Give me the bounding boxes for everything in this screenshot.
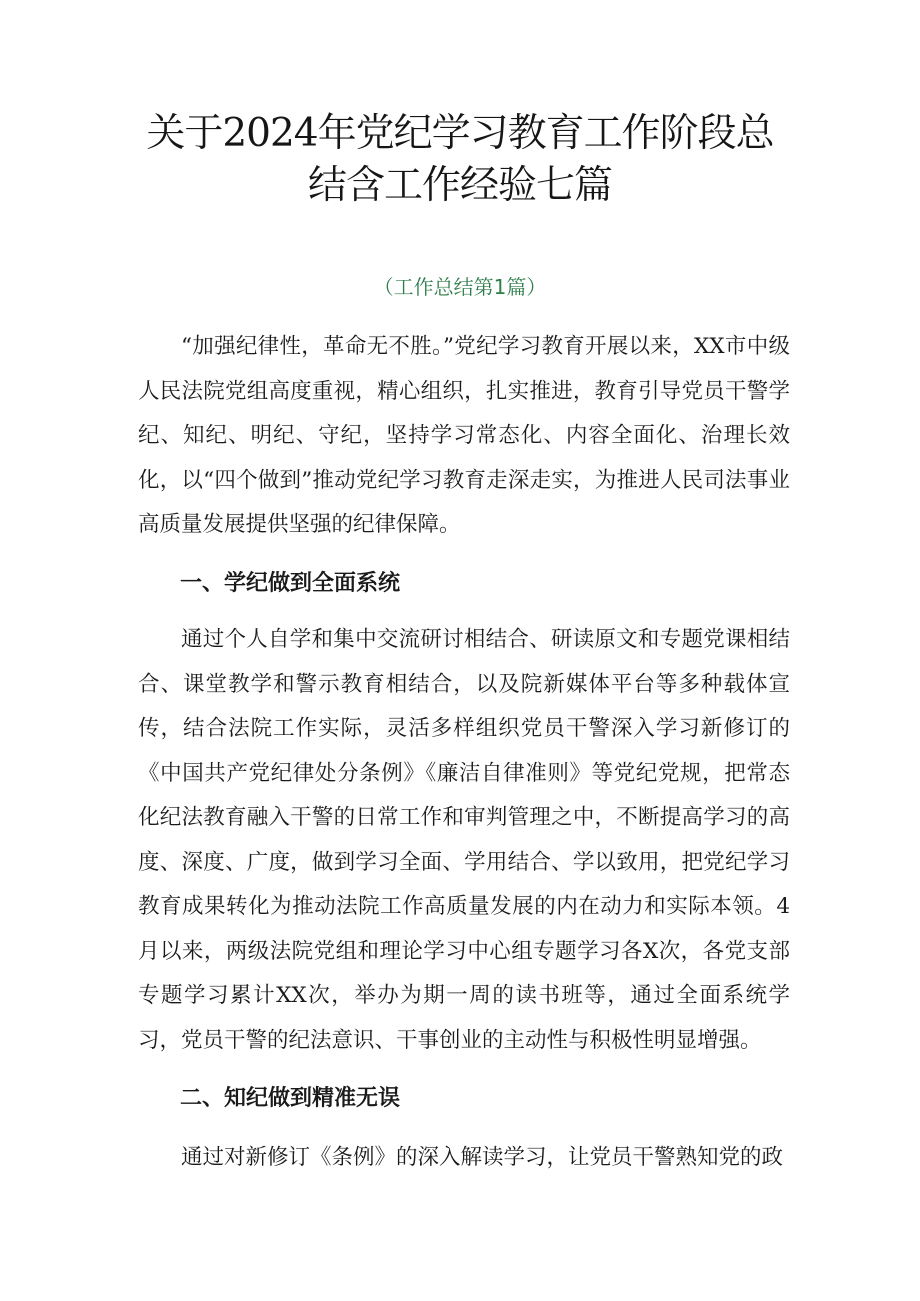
section-1-paragraph: 通过个人自学和集中交流研讨相结合、研读原文和专题党课相结合、课堂教学和警示教育相结合，以及院新媒体平台等多种载体宣传，结合法院工作实际，灵活多样组织党员干警深入学习新修订的《中国共产党纪律处分条例》《廉洁自律准则》等党纪党规，把常态化纪法教育融入干警的日常工作和审判管理之中，不断提高学习的高度、深度、广度，做到学习全面、学用结合、学以致用，把党纪学习教育成果转化为推动法院工作高质量发展的内在动力和实际本领。4月以来，两级法院党组和理论学习中心组专题学习各X次，各党支部专题学习累计XX次，举办为期一周的读书班等，通过全面系统学习，党员干警的纪法意识、干事创业的主动性与积极性明显增强。 xyxy=(138,627,790,1053)
section-heading-1: 一、学纪做到全面系统 xyxy=(180,571,401,596)
section-heading-2: 二、知纪做到精准无误 xyxy=(180,1086,401,1111)
section-2-paragraph: 通过对新修订《条例》的深入解读学习，让党员干警熟知党的政 xyxy=(181,1145,784,1170)
document-subtitle: （工作总结第1篇） xyxy=(373,275,547,299)
document-title: 关于2024年党纪学习教育工作阶段总结含工作经验七篇 xyxy=(146,111,774,208)
intro-paragraph: “加强纪律性，革命无不胜。”党纪学习教育开展以来，XX市中级人民法院党组高度重视，精心组织，扎实推进，教育引导党员干警学纪、知纪、明纪、守纪，坚持学习常态化、内容全面化、治理长效化，以“四个做到”推动党纪学习教育走深走实，为推进人民司法事业高质量发展提供坚强的纪律保障。 xyxy=(138,334,790,537)
